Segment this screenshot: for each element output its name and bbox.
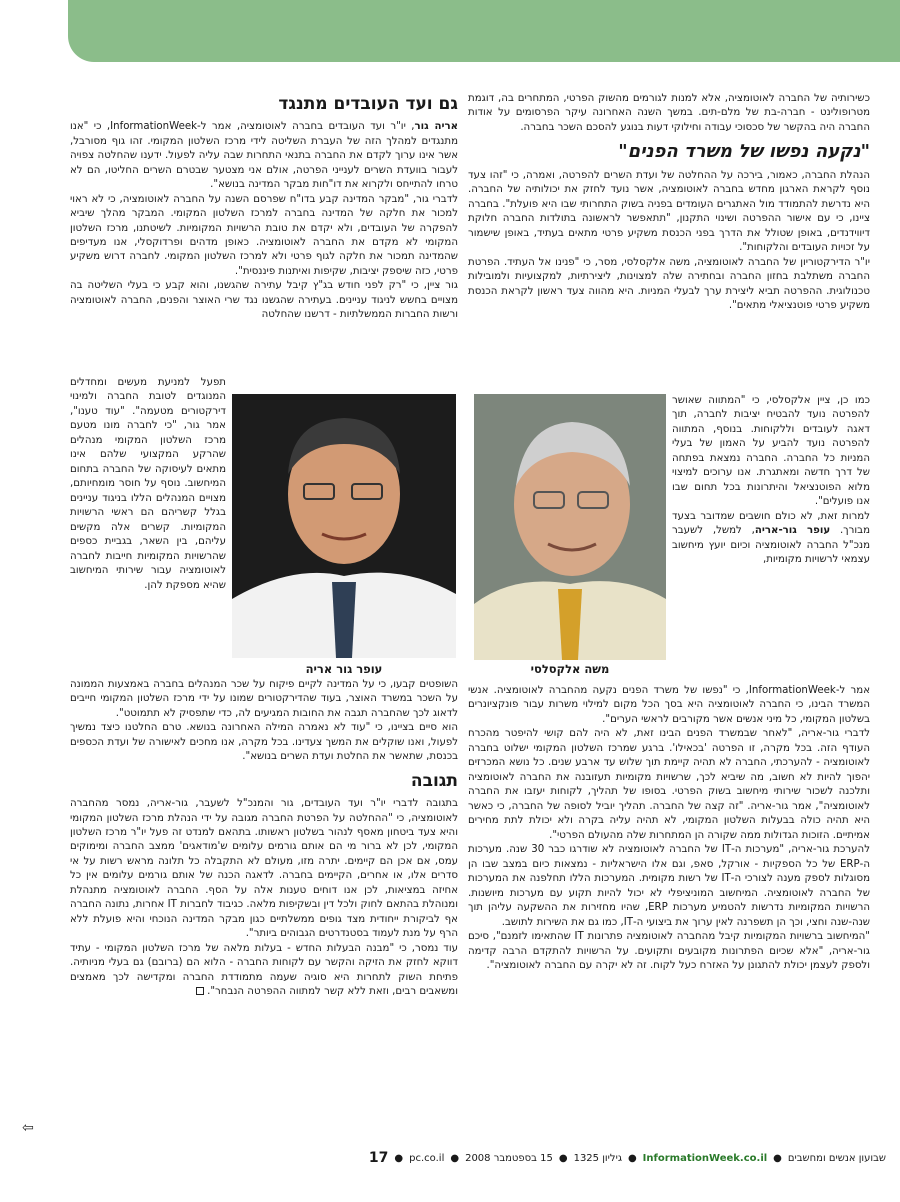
footer-site-2: pc.co.il xyxy=(409,1152,445,1164)
paragraph: כמו כן, ציין אלקסלסי, כי "המתווה שאושר להפרטה נועד להבטיח יציבות לחברה, תוך דאגה לעובדים וללקוחות. בנוסף, המתווה להפרטה נועד להביע על האמון של בעלי המניות כל החברה. החברה נמצאת בפתחה של דרך חדשה ומאתגרת. אנו ערוכים למיצוי מלוא הפוטנציאל והיתרונות בכל תחום שבו אנו פועלים". xyxy=(672,395,870,508)
paragraph: כשירותיה של החברה לאוטומציה, אלא למנות לגורמים מהשוק הפרטי, המתחרים בה, דוגמת מטרופולינט - חברה-בת של מלם-תים. במשך השנה האחרונה עיקר הפרסומים על אודות החברה היה בהקשר של סכסוכי עבודה וחילוקי דעות בנוגע להסכם השכר בחברה. xyxy=(468,93,870,133)
footer-bullet-icon: ● xyxy=(394,1152,404,1164)
paragraph-text: עוד נמסר, כי "מבנה הבעלות החדש - בעלות מלאה של מרכז השלטון המקומי - עתיד דווקא לחזק את הזיקה והקשר עם לקוחות החברה - הלוא הם (ברובם) גם בעלי מניותיה. פתיחת השוק לתחרות היא סוגיה שעמה מתמודדת החברה ומקדישה לכך מאמצים ומשאבים רבים, וזאת ללא קשר למתווה ההפרטה הנבחר". xyxy=(70,942,458,998)
paragraph: בתגובה לדברי יו"ר ועד העובדים, גור והמנכ"ל לשעבר, גור-אריה, נמסר מהחברה לאוטומציה, כי "ההחלטה על הפרטת החברה מגובה על ידי הנהלת מרכז השלטון המקומי והיא צעד ביטחון מאסף לנהור בשלטון ראשותו. בתהאם למנדט זה פעל יו"ר מרכז השלטון המקומי, לכן לא ברור מי הם אותם גורמים עלומים ש'מודאגים' ממצב החברה ומימוקים עמס, אם אכן הם קיימים. יתרה מזו, מעולם לא התקבלה כל תלונה מראש רשות על אי סדרים אלו, או אחרים, הקיימים בחברה. לדאגה הכנה של אותם גורמים עלומים אין כל אחיזה במציאות, לכן אנו דוחים טענות אלה על הסף. החברה לאוטומציה מתנהלת ומנוהלת בהתאם לחוק ולכל דין ובשקיפות מלאה. כגיבוד לחברות IT אחרות, נתונה החברה אף לביקורת ייחודית מצד גופים ממשלתיים כגון מבקר המדינה הנוכחי והיא פועלת ללא הרף על מנת לעמוד בסטנדרטים הגבוהים ביותר". xyxy=(70,798,458,940)
footer-site: InformationWeek.co.il xyxy=(642,1152,768,1164)
paragraph: גור ציין, כי "רק לפני חודש בג"ץ קיבל עתירה שהגשנו, והוא קבע כי בעלי השליטה בה מצויים בחשש לניגוד עניינים. בעתירה שהגשנו נגד שרי האוצר והפנים, החברה לאוטומציה ורשות החברות הממשלתיות - דרשנו שהחלטה xyxy=(70,280,458,321)
article-lower-left xyxy=(70,678,458,1000)
footer-bullet-icon: ● xyxy=(450,1152,460,1164)
paragraph: "המיחשוב ברשויות המקומיות קיבל מהחברה לאוטומציה פתרונות IT שהתאימו לזמנם", סיכם גור-אריה, "אלא שכיום הפתרונות מקובעים ותקועים. על הרשויות להתקדם הרבה קדימה ולספק לעצמן יכולת להתגונן על האזרח כעל לקוח. זה לא יקרה עם החברה לאוטומציה". xyxy=(468,931,870,972)
footer-date: 15 בספטמבר 2008 xyxy=(465,1152,553,1164)
paragraph-text: למרות זאת, לא כולם חושבים שמדובר בצעד מבורך. xyxy=(672,510,870,537)
photo-caption: עופר גור אריה xyxy=(305,662,383,676)
paragraph-text: , למשל, לשעבר מנכ"ל החברה לאוטומציה וכיום יועץ מיחשוב עצמאי לרשויות מקומיות, xyxy=(672,525,870,566)
paragraph-text: , יו"ר ועד העובדים בחברה לאוטומציה, אמר ל-InformationWeek, כי "אנו מתנגדים למהלך הזה של העברת השליטה לידי מרכז השלטון המקומי. זהו גוף מסורבל, אשר אינו ערוך לקדם את החברה בתנאי התחרות שבה עליה לפעול. ידענו שהחלטה צפויה לעבור בוועדת השרים לענייני הפרטה, אולם אני מצטער שבטרם השרים החליטו, הם לא טרחו להתייחס ולקרוא את דו"חות מבקר המדינה בנושא". xyxy=(70,121,458,191)
section-heading: "נקעה נפשו של משרד הפנים" xyxy=(618,141,870,163)
header-band xyxy=(68,0,900,62)
photo-caption: משה אלקסלסי xyxy=(530,662,610,676)
page-footer xyxy=(26,1150,886,1166)
continue-arrow-icon: ⇦ xyxy=(22,1120,34,1136)
paragraph: להערכת גור-אריה, "מערכות ה-IT של החברה לאוטומציה לא שודרגו כבר 30 שנה. מערכות ה-ERP של כל הספקיות - אורקל, סאפ, וגם אלו הישראליות - נמצאות כיום במצב שבו הן מסוגלות לספק מענה לצורכי ה-IT של רשות מקומית. המערכות הללו תחלפנה את המערכות של החברה לאוטומציה. המיחשוב המוניציפלי לא יכול להיות תקוע עם מערכות מיושנות. הרשויות המקומיות נדרשות להטמיע מערכות ERP, שהיו מחזירות את ההשקעה עליהן תוך שנה-שנה וחצי, וכך הן תשפרנה לאין ערוך את ביצועי ה-IT, כמו גם את השירות לתושב. xyxy=(468,844,871,928)
paragraph: לדברי גור-אריה, "לאחר שבמשרד הפנים הבינו זאת, לא היה להם קושי להיפטר מהכרח העודף הזה. בכל מקרה, זו הפרטה 'בכאילו'. ברגע שמרכז השלטון המקומי ישלוט בחברה לאוטומציה - להערכתי, החברה לא תהיה קיימת תוך שלוש עד ארבע שנים. כל נושא המכרזים יהפוך להיות לא חשוב, מה שיביא לכך, שרשויות מקומיות תעזובנה את החברה לאוטומציה ותלכנה לשכור שירותי מיחשוב בשוק הפרטי. בסופו של תהליך, לקוחות יעזבו את החברה לאוטומציה", אמר גור-אריה. "זה קצה של החברה. תהליך יוביל לסופה של החברה, כי כאשר היא תהיה כולה בבעלות השלטון המקומי, לא תהיה עליה בקרה ולא יכולת לתת מחירים אמיתיים. הזוכות הגדולות ממה שקורה הן המתחרות שלה מהעולם הפרטי". xyxy=(468,728,870,841)
footer-publication: שבועון אנשים ומחשבים xyxy=(787,1152,886,1164)
article-left-column xyxy=(70,92,458,323)
paragraph: השופטים קבעו, כי על המדינה לקיים פיקוח על שכר המנהלים בחברה באמצעות הממונה על השכר במשרד האוצר, בעוד שהדירקטורים שמונו על ידי מרכז השלטון המקומי חייבים לדאוג לכך שהחברה תגבה את החובות המגיעים לה, כדי שתפסיק לא תתמוטט". xyxy=(70,679,458,719)
paragraph xyxy=(70,120,458,192)
person-name: אריה גור xyxy=(414,121,459,133)
end-mark-icon xyxy=(196,987,204,995)
article-wrap-left xyxy=(70,376,226,593)
article-wrap-right xyxy=(672,394,870,568)
portrait-photo-alkalsi xyxy=(474,394,666,660)
paragraph: אמר ל-InformationWeek, כי "נפשו של משרד הפנים נקעה מהחברה לאוטומציה. אנשי המשרד הבינו, כי החברה לאוטומציה היא בסך הכל מקום למילוי משרות עבור פונקציונרים בשלטון המקומי, כל מיני אנשים אשר מקורבים לראשי הערים". xyxy=(468,685,870,725)
paragraph xyxy=(672,510,870,568)
paragraph: הנהלת החברה, כאמור, בירכה על ההחלטה של ועדת השרים להפרטה, ואמרה, כי "זהו צעד נוסף לקראת הארגון מחדש בחברה לאוטומציה, אשר נועד לחזק את יכולותיה של החברה. היא נדרשת להתמודד מול האתגרים העומדים בפניה בשוק התחרותי שבו היא פועלת". בחברה ציינו, כי עם אישור ההפרטה ושינוי התקנון, "תתאפשר לראשונה בתולדות החברה חלוקת דיווידנדים, באופן שטולל את הדרך בפני הכנסת משקיע פרטי מתאים בעתיד, באופן שישמור על זכויות העובדים והלקוחות". xyxy=(468,170,870,254)
section-heading: תגובה xyxy=(410,770,458,791)
article-lower-right xyxy=(468,684,870,974)
paragraph: הוא סיים בציינו, כי "עוד לא נאמרה המילה האחרונה בנושא. טרם החלטנו כיצד נמשיך לפעול, ואנו שוקלים את המשך צעדינו. בכל מקרה, אנו מחכים לאישורה של ועדת הכספים בכנסת, שתאשר את החלטת ועדת השרים בנושא". xyxy=(70,722,458,763)
portrait-illustration xyxy=(232,394,456,658)
footer-bullet-icon: ● xyxy=(773,1152,782,1164)
paragraph: יו"ר הדירקטוריון של החברה לאוטומציה, משה אלקסלסי, מסר, כי "פנינו אל העתיד. הפרטת החברה משתלבת בחזון החברה ובחתירה שלה למצוינות, ליצירתיות, למקצועיות ולמובילות טכנולוגית. ההפרטה תביא ליצירת ערך לבעלי המניות. היא מהווה צעד ראשון לקראת הכנסת משקיע פרטי פוטנציאלי מתאים". xyxy=(468,256,870,312)
footer-bullet-icon: ● xyxy=(627,1152,637,1164)
paragraph: תפעל למניעת מעשים ומחדלים המנוגדים לטובת החברה ולמינוי דירקטורים מטעמה". "עוד טענו", אמר גור, "כי לחברה מונו מטעם מרכז השלטון המקומי מנהלים שהרקע המקצועי שלהם אינו מתאים לעיסוקה של החברה בתחום המיחשוב. נוסף על חוסר מומחיותם, מצויים המנהלים הללו בניגוד עניינים בגלל קשריהם הם ראשי הרשויות המקומיות. קשרים אלה מקשים עליהם, בין השאר, בגביית כספים שהרשויות המקומיות חייבות לחברה לאוטומציה עבור שירותי המיחשוב שהיא מספקת להן. xyxy=(70,377,226,591)
paragraph: לדברי גור, "מבקר המדינה קבע בדו"ח שפרסם השנה על החברה לאוטומציה, כי לא ראוי למכור את חלקה של המדינה בחברה למרכז השלטון המקומי. המבקר מהלך שיביא להפקרה של העובדים, ולא יקדם את טובת הרשויות המקומיות. לשיטתנו, מרכז השלטון המקומי לא מקדם את החברה לאוטומציה. כאופן מדהים ופרדוקסלי, אנו מעדיפים שהמדינה תמכור את חלקה לגוף פרטי ולא למרכז השלטון המקומי. לחברה דרוש משקיע פרטי, כזה שיספק יציבות, שקיפות ואיתנות פיננסית". xyxy=(70,193,458,277)
portrait-illustration xyxy=(474,394,666,660)
portrait-photo-gur-arie xyxy=(232,394,456,658)
page-number: 17 xyxy=(368,1150,389,1166)
person-name: עופר גור-אריה xyxy=(754,525,831,537)
footer-issue: גיליון 1325 xyxy=(573,1152,622,1164)
section-heading: גם ועד העובדים מתנגד xyxy=(278,94,458,114)
footer-bullet-icon: ● xyxy=(558,1152,568,1164)
paragraph xyxy=(70,942,458,1000)
article-right-column xyxy=(468,92,870,314)
